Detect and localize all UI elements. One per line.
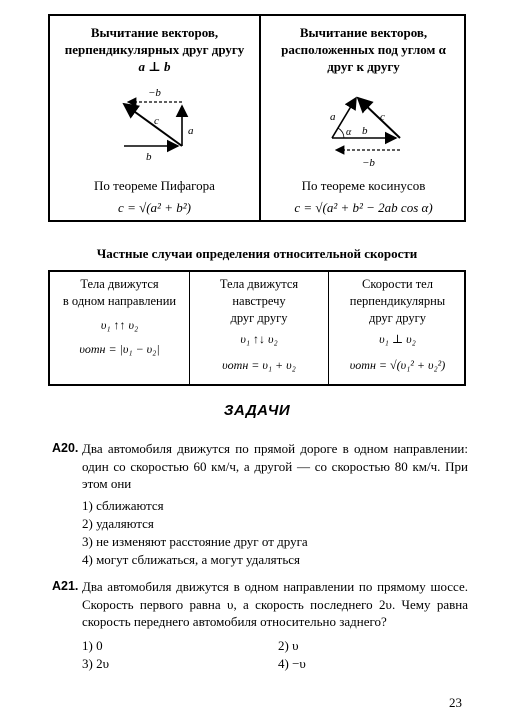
case-line: Тела движутся: [219, 277, 299, 291]
option: 3) 2υ: [82, 655, 110, 671]
left-relation: a ⊥ b: [138, 59, 171, 74]
options-list: [82, 637, 468, 673]
right-formula: c = √(a² + b² − 2ab cos α): [294, 200, 433, 215]
option: 2) удаляются: [82, 515, 154, 531]
right-title-line1: Вычитание векторов,: [299, 25, 428, 40]
alpha-arc: [338, 128, 344, 138]
option: 4) −υ: [278, 655, 306, 671]
label-alpha: α: [346, 127, 352, 138]
case-line: Тела движутся: [80, 277, 159, 291]
left-title-line2: перпендикулярных друг другу: [64, 42, 245, 57]
label-b: b: [362, 125, 368, 137]
label-b: b: [146, 151, 152, 163]
a-vector: [332, 98, 356, 138]
label-c: c: [154, 115, 159, 127]
perpendicular-vectors-diagram: [110, 86, 210, 166]
case-perpendicular: [329, 276, 466, 327]
problem-number: А20.: [52, 441, 79, 455]
label-neg-b: −b: [148, 87, 161, 99]
options-list: [82, 497, 468, 569]
option: 3) не изменяют расстояние друг от друга: [82, 533, 308, 549]
option: 1) 0: [82, 637, 103, 653]
problem-number: А21.: [52, 579, 79, 593]
right-cell-title: [261, 24, 466, 75]
relative-velocity-cases-table: [48, 270, 466, 386]
case-line: навстречу: [232, 294, 286, 308]
case-line: друг другу: [230, 311, 288, 325]
case-opposite-direction: [190, 276, 328, 327]
problems-heading: ЗАДАЧИ: [223, 402, 291, 419]
label-c: c: [380, 111, 385, 123]
label-neg-b: −b: [362, 157, 375, 169]
left-caption: По теореме Пифагора: [94, 178, 215, 193]
angled-vectors-diagram: [318, 90, 418, 170]
case-formula: υотн = υ₁ + υ₂: [222, 358, 296, 372]
option: 2) υ: [278, 637, 299, 653]
right-caption: По теореме косинусов: [301, 178, 426, 193]
vector-subtraction-table: [48, 14, 466, 222]
problem-a20: [52, 440, 468, 569]
left-formula: c = √(a² + b²): [118, 200, 191, 215]
c-vector: [124, 104, 182, 146]
page-number: 23: [449, 695, 462, 710]
problem-text: Два автомобиля движутся по прямой дороге в одном направлении: один со скоростью 60 км/ч, а другой — со скоростью 80 км/ч. При этом они: [82, 441, 468, 491]
case-symbol: υ₁ ↑↑ υ₂: [100, 318, 139, 332]
problem-text: Два автомобиля движутся в одном направлении по прямому шоссе. Скорость первого равна υ, а скорость последнего 2υ. Чему равна скорость переднего автомобиля относительно заднего?: [82, 579, 468, 629]
left-cell-title: [50, 24, 259, 75]
right-title-line2: расположенных под углом α: [281, 42, 446, 57]
label-a: a: [188, 125, 194, 137]
problem-a21: [52, 578, 468, 673]
case-same-direction: [50, 276, 189, 310]
case-symbol: υ₁ ⊥ υ₂: [379, 332, 416, 346]
case-formula: υотн = √(υ₁² + υ₂²): [349, 358, 446, 372]
case-formula: υотн = |υ₁ − υ₂|: [79, 342, 160, 356]
left-title-line1: Вычитание векторов,: [90, 25, 219, 40]
right-title-line3: друг к другу: [327, 59, 400, 74]
case-line: в одном направлении: [62, 294, 177, 308]
option: 4) могут сближаться, а могут удаляться: [82, 551, 301, 567]
case-line: перпендикулярны: [349, 294, 446, 308]
option: 1) сближаются: [82, 497, 164, 513]
case-line: друг другу: [368, 311, 427, 325]
case-line: Скорости тел: [362, 277, 433, 291]
case-symbol: υ₁ ↑↓ υ₂: [240, 332, 278, 346]
section-heading: Частные случаи определения относительной скорости: [96, 246, 418, 261]
label-a: a: [330, 111, 336, 123]
